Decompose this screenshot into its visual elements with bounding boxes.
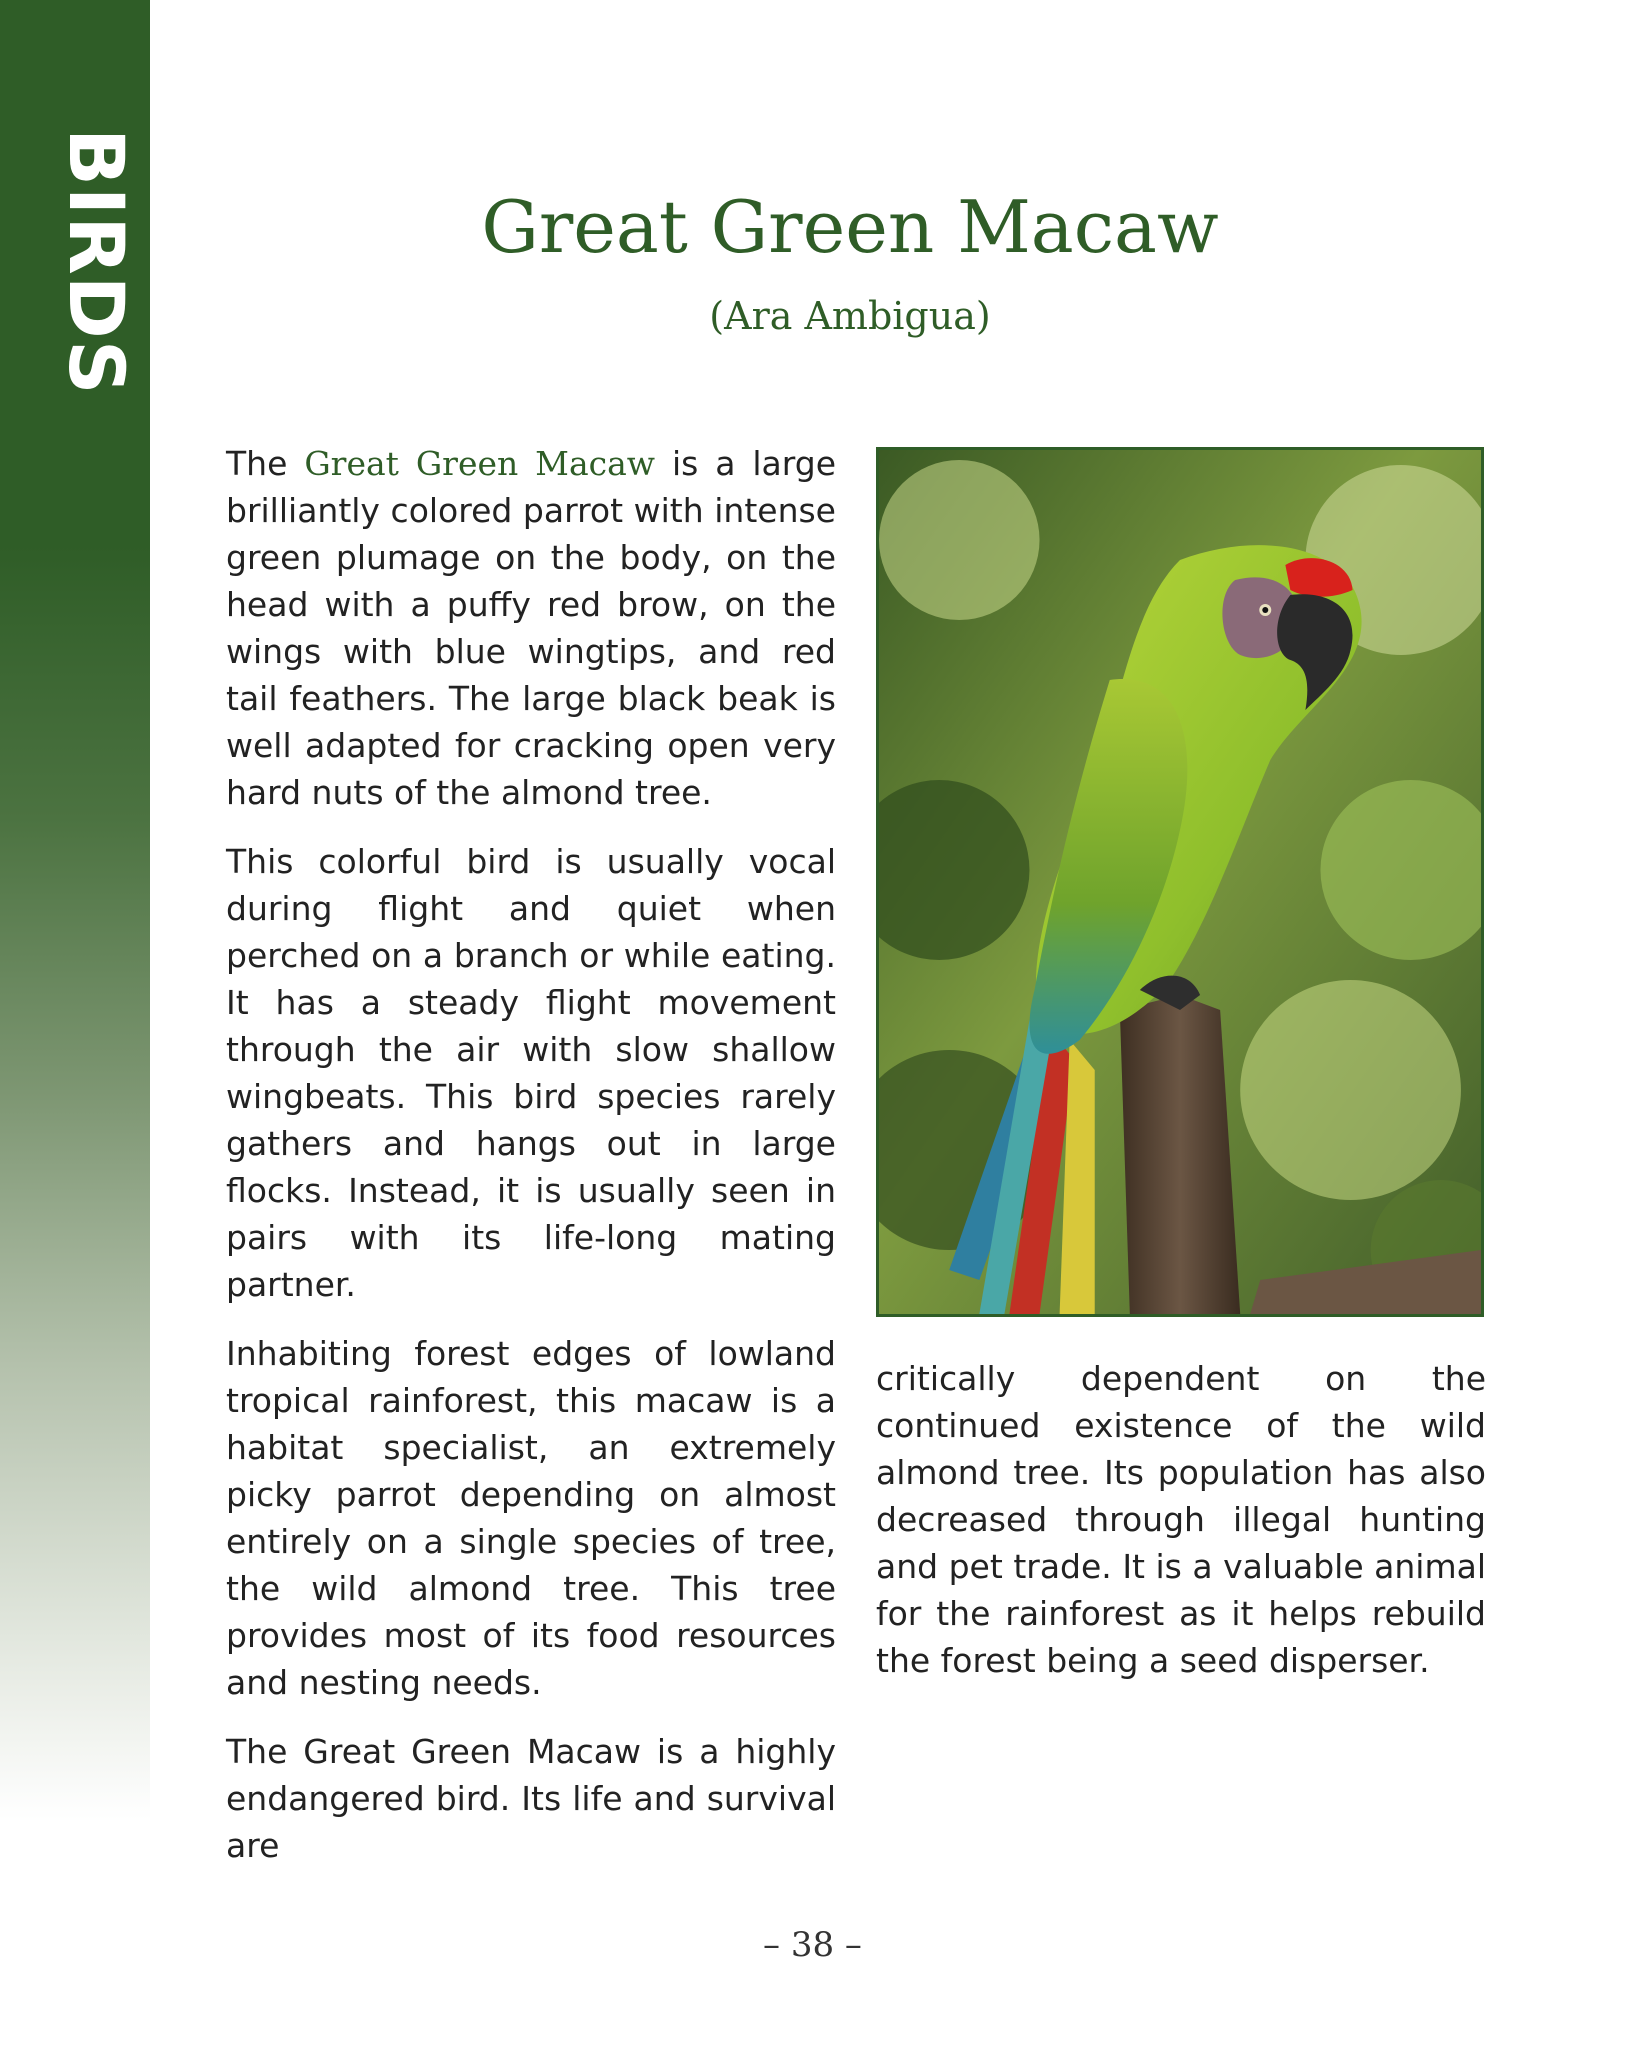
- macaw-illustration: [879, 450, 1481, 1314]
- scientific-name: (Ara Ambigua): [709, 294, 991, 338]
- macaw-photo: [876, 447, 1484, 1317]
- paragraph-habitat: Inhabiting forest edges of lowland tropical rainforest, this macaw is a habitat specialist, an extremely picky parrot depending on almost entirely on a single species of tree, the wild almond tree. This tree provides most of its food resources and nesting needs.: [226, 1334, 836, 1702]
- intro-species-name: Great Green Macaw: [304, 444, 656, 483]
- paragraph-endangered-cont: critically dependent on the continued existence of the wild almond tree. Its population has also decreased through illegal hunting and pet trade. It is a valuable animal for the rainforest as it helps rebuild the forest being a seed disperser.: [876, 1359, 1486, 1680]
- paragraph-behavior: This colorful bird is usually vocal during flight and quiet when perched on a branch or while eating. It has a steady flight movement through the air with slow shallow wingbeats. This bird species rarely gathers and hangs out in large flocks. Instead, it is usually seen in pairs with its life-long mating partner.: [226, 842, 836, 1304]
- paragraph-intro: [226, 440, 836, 816]
- paragraph-endangered: The Great Green Macaw is a highly endangered bird. Its life and survival are: [226, 1732, 836, 1865]
- intro-lead: The: [226, 444, 288, 483]
- text-column-right: [876, 1355, 1486, 1706]
- section-label: BIRDS: [52, 128, 141, 396]
- page-title: Great Green Macaw: [481, 185, 1219, 269]
- text-column-left: [226, 440, 836, 1891]
- page-number: – 38 –: [763, 1925, 862, 1965]
- section-sidebar: [0, 0, 150, 1820]
- intro-body: is a large brilliantly colored parrot with intense green plumage on the body, on the head with a puffy red brow, on the wings with blue wingtips, and red tail feathers. The large black beak is well adapted for cracking open very hard nuts of the almond tree.: [226, 444, 836, 812]
